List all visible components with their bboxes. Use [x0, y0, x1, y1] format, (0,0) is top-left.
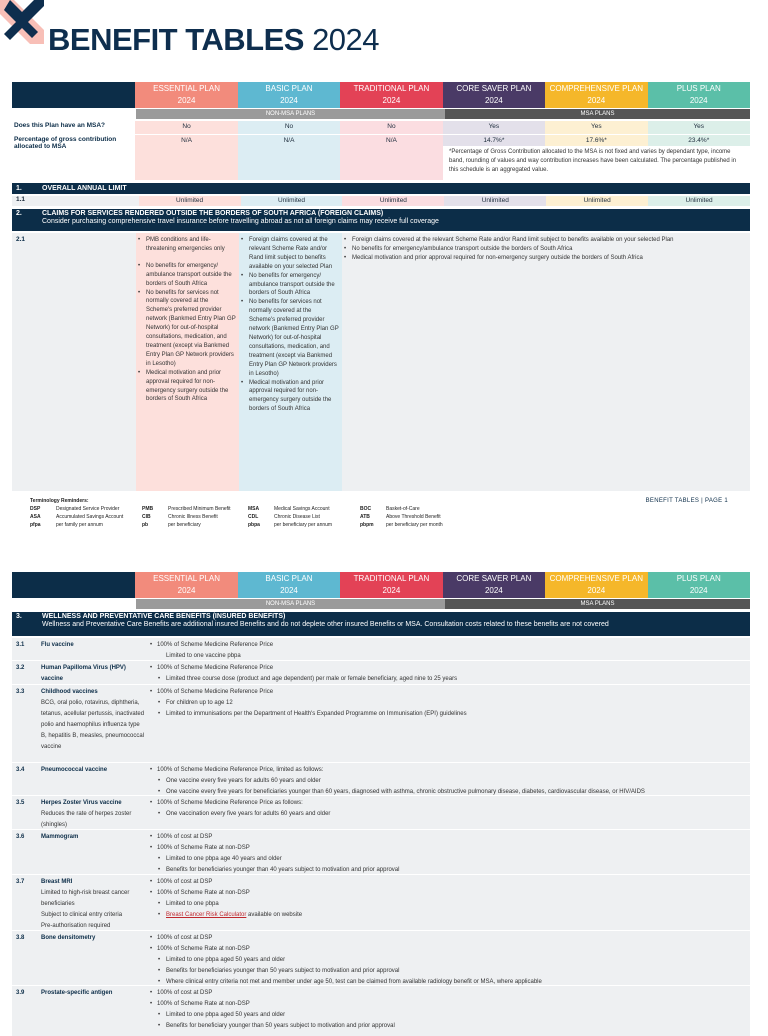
benefit-number: 3.5	[16, 800, 25, 806]
benefit-label	[41, 663, 145, 685]
benefit-number: 3.9	[16, 990, 25, 996]
brand-logo-icon	[0, 0, 44, 44]
benefit-details	[148, 933, 542, 988]
plan-header-row-page-2	[12, 572, 750, 598]
benefit-title: Childhood vaccines	[41, 689, 98, 695]
plan-header-core-saver: CORE SAVER PLAN 2024	[443, 572, 545, 598]
list-item: • Foreign claims covered at the relevant Scheme Rate and/or Rand limit subject to benefits available on your selected Plan	[241, 236, 339, 272]
benefit-description: Pre-authorisation required	[41, 923, 111, 929]
benefit-detail-item: • 100% of Scheme Rate at non-DSP	[148, 888, 302, 899]
benefit-label	[41, 988, 145, 999]
non-msa-group-label: NON-MSA PLANS	[136, 109, 445, 119]
benefit-details	[148, 687, 467, 720]
benefit-label	[41, 877, 145, 932]
benefit-number: 3.6	[16, 834, 25, 840]
row-number: 1.1	[16, 196, 26, 203]
list-item: • Medical motivation and prior approval required for non-emergency surgery outside the borders of South Africa	[344, 254, 744, 263]
benefit-row	[12, 930, 750, 986]
benefit-details	[148, 877, 302, 921]
msa-group-label: MSA PLANS	[445, 599, 750, 609]
cell-value: 14.7%*	[443, 135, 545, 146]
benefit-label	[41, 798, 145, 831]
benefit-detail-item: • Limited to immunisations per the Department of Health's Expanded Programme on Immunisation (EPI) guidelines	[148, 709, 467, 720]
list-item: • Medical motivation and prior approval required for non-emergency surgery outside the borders of South Africa	[241, 379, 339, 415]
benefit-description: Reduces the rate of herpes zoster (shingles)	[41, 811, 132, 828]
benefit-detail-item: • 100% of cost at DSP	[148, 877, 302, 888]
list-item: • Foreign claims covered at the relevant Scheme Rate and/or Rand limit subject to benefits available on your selected Plan	[344, 236, 744, 245]
msa-percentage-note: *Percentage of Gross Contribution allocated to the MSA is not fixed and varies by dependant type, income band, rounding of values and way contribution increases have been calculated. The percentage published in this schedule is an aggregated value.	[449, 149, 737, 173]
benefit-detail-item: • Limited to one pbpa age 40 years and older	[148, 854, 399, 865]
plan-header-plus: PLUS PLAN 2024	[648, 572, 750, 598]
benefit-detail-item: • 100% of Scheme Rate at non-DSP	[148, 999, 395, 1010]
terminology-group-4: BOC Basket-of-Care ATB Above Threshold Benefit pbpm per beneficiary per month	[360, 506, 443, 528]
benefit-detail-item: • 100% of cost at DSP	[148, 933, 542, 944]
benefit-title: Flu vaccine	[41, 642, 74, 648]
cell-value: Unlimited	[342, 196, 444, 206]
benefit-detail-item: • Limited to one pbpa aged 50 years and older	[148, 1010, 395, 1021]
benefit-detail-item: • 100% of Scheme Medicine Reference Price, limited as follows:	[148, 765, 645, 776]
benefit-detail-item: • 100% of Scheme Rate at non-DSP	[148, 944, 542, 955]
benefit-description: Limited to high-risk breast cancer beneficiaries	[41, 890, 130, 907]
benefit-description: Subject to clinical entry criteria	[41, 912, 123, 918]
benefit-detail-item: • Breast Cancer Risk Calculator available on website	[148, 910, 302, 921]
benefit-title: Prostate-specific antigen	[41, 990, 113, 996]
list-item: • No benefits for emergency/ ambulance transport outside the borders of South Africa	[138, 262, 236, 289]
benefit-title: Pneumococcal vaccine	[41, 767, 108, 773]
benefit-description: BCG, oral polio, rotavirus, diphtheria, tetanus, acellular pertussis, inactivated polio and haemophilus influenza type B, hepatitis B, measles, pneumococcal vaccine	[41, 700, 145, 750]
plan-header-traditional: TRADITIONAL PLAN 2024	[340, 572, 442, 598]
plan-header-core-saver: CORE SAVER PLAN 2024	[443, 82, 545, 108]
plan-header-basic: BASIC PLAN 2024	[238, 82, 340, 108]
benefit-label	[41, 765, 145, 776]
plan-header-comprehensive: COMPREHENSIVE PLAN 2024	[545, 572, 647, 598]
terminology-title: Terminology Reminders:	[30, 498, 89, 504]
msa-group-label: MSA PLANS	[445, 109, 750, 119]
cell-value: Unlimited	[139, 196, 241, 206]
benefit-details	[148, 798, 330, 820]
overall-limit-row	[12, 196, 750, 206]
benefit-detail-item: • 100% of Scheme Rate at non-DSP	[148, 843, 399, 854]
benefit-detail-item: • Limited three course dose (product and age dependent) per male or female beneficiary, aged nine to 25 years	[148, 674, 457, 685]
list-item: • No benefits for services not normally covered at the Scheme's preferred provider network (Bankmed Entry Plan GP Network) for out-of-hospital consultations, medication, and treatment (except via Bankmed Entry Plan GP Network providers in Lesotho)	[241, 298, 339, 378]
plan-header-plus: PLUS PLAN 2024	[648, 82, 750, 108]
benefit-title: Mammogram	[41, 834, 79, 840]
terminology-group-3: MSA Medical Savings Account CDL Chronic Disease List pbpa per beneficiary per annum	[248, 506, 333, 528]
benefit-row	[12, 684, 750, 763]
plan-header-basic: BASIC PLAN 2024	[238, 572, 340, 598]
section-header-foreign-claims: 2. CLAIMS FOR SERVICES RENDERED OUTSIDE THE BORDERS OF SOUTH AFRICA (FOREIGN CLAIMS) Consider purchasing comprehensive travel insurance before travelling abroad as not all foreign claims may receive full coverage	[12, 209, 750, 231]
cell-value: Unlimited	[648, 196, 750, 206]
benefit-detail-item: • Limited to one pbpa	[148, 899, 302, 910]
plan-header-row	[12, 82, 750, 108]
benefit-detail-item: • Where clinical entry criteria not met and member under age 50, test can be claimed from available radiology benefit or MSA, where applicable	[148, 977, 542, 988]
foreign-claims-other-plans-column	[342, 233, 750, 491]
benefit-number: 3.2	[16, 665, 25, 671]
plan-header-comprehensive: COMPREHENSIVE PLAN 2024	[545, 82, 647, 108]
benefit-number: 3.3	[16, 689, 25, 695]
cell-value: 23.4%*	[648, 135, 750, 146]
terminology-group-1: DSP Designated Service Provider ASA Accumulated Savings Account pfpa per family per annum	[30, 506, 124, 528]
page-title: BENEFIT TABLES 2024	[48, 22, 380, 57]
section-header-wellness: 3. WELLNESS AND PREVENTATIVE CARE BENEFITS (INSURED BENEFITS) Wellness and Preventative Care Benefits are additional insured Benefits and do not deplete other insured Benefits or MSA. Consultation costs related to these benefits are not covered	[12, 612, 750, 636]
benefit-row	[12, 660, 750, 685]
section-header-overall-limit: 1. OVERALL ANNUAL LIMIT	[12, 183, 750, 194]
plan-header-traditional: TRADITIONAL PLAN 2024	[340, 82, 442, 108]
cell-value: N/A	[135, 135, 237, 180]
cell-value: Yes	[648, 121, 750, 134]
breast-cancer-risk-calculator-link[interactable]: Breast Cancer Risk Calculator	[166, 912, 247, 918]
list-item: • Medical motivation and prior approval required for non-emergency surgery outside the borders of South Africa	[138, 369, 236, 405]
cell-value: 17.6%*	[545, 135, 647, 146]
benefit-detail-item: • Benefits for beneficiary younger than 50 years subject to motivation and prior approval	[148, 1021, 395, 1032]
cell-value: No	[340, 121, 442, 134]
cell-value: Unlimited	[444, 196, 546, 206]
benefit-row	[12, 829, 750, 875]
cell-value: Yes	[545, 121, 647, 134]
plan-header-essential: ESSENTIAL PLAN 2024	[135, 82, 237, 108]
benefit-row	[12, 874, 750, 931]
benefit-detail-item: • 100% of cost at DSP	[148, 988, 395, 999]
non-msa-group-label: NON-MSA PLANS	[136, 599, 445, 609]
benefit-title: Bone densitometry	[41, 935, 96, 941]
benefit-label	[41, 933, 145, 944]
benefit-detail-item: • For children up to age 12	[148, 698, 467, 709]
benefit-details	[148, 640, 273, 662]
benefit-title: Breast MRI	[41, 879, 73, 885]
benefit-details	[148, 832, 399, 876]
cell-value: No	[135, 121, 237, 134]
benefit-number: 3.4	[16, 767, 25, 773]
benefit-label	[41, 640, 145, 651]
benefit-detail-item: • 100% of Scheme Medicine Reference Price	[148, 687, 467, 698]
benefit-detail-item: • One vaccine every five years for beneficiaries younger than 60 years, diagnosed with asthma, chronic obstructive pulmonary disease, diabetes, cardiovascular disease, or HIV/AIDS	[148, 787, 645, 798]
benefit-detail-item: • 100% of Scheme Medicine Reference Price	[148, 640, 273, 651]
benefit-title: Human Papilloma Virus (HPV) vaccine	[41, 665, 126, 682]
foreign-claims-basic-list	[241, 236, 339, 414]
benefit-detail-item: • Benefits for beneficiaries younger than 40 years subject to motivation and prior approval	[148, 865, 399, 876]
row-label: Percentage of gross contribution allocated to MSA	[14, 136, 117, 150]
benefit-detail-item: • One vaccine every five years for adults 60 years and older	[148, 776, 645, 787]
benefit-row	[12, 637, 750, 661]
benefit-detail-item: Limited to one vaccine pbpa	[166, 653, 241, 659]
benefit-number: 3.1	[16, 642, 25, 648]
benefit-detail-item: • 100% of cost at DSP	[148, 832, 399, 843]
foreign-claims-other-list	[344, 236, 744, 263]
list-item: • PMB conditions and life-threatening emergencies only	[138, 236, 236, 254]
list-item: • No benefits for emergency/ambulance transport outside the borders of South Africa	[344, 245, 744, 254]
benefit-details	[148, 663, 457, 685]
benefit-label	[41, 832, 145, 843]
cell-value: Unlimited	[546, 196, 648, 206]
plan-group-row	[12, 109, 750, 119]
msa-question-row	[12, 121, 750, 134]
benefit-label	[41, 687, 145, 753]
benefit-detail-item: • Limited to one pbpa aged 50 years and older	[148, 955, 542, 966]
benefit-row	[12, 795, 750, 830]
list-item: • No benefits for services not normally covered at the Scheme's preferred provider network (Bankmed Entry Plan GP Network) for out-of-hospital consultations, medication, and treatment (except via Bankmed Entry Plan GP Network providers in Lesotho)	[138, 289, 236, 369]
benefit-details	[148, 765, 645, 798]
foreign-claims-essential-list	[138, 236, 236, 404]
benefit-detail-item: • 100% of Scheme Medicine Reference Price as follows:	[148, 798, 330, 809]
cell-value: N/A	[340, 135, 442, 180]
benefit-title: Herpes Zoster Virus vaccine	[41, 800, 122, 806]
plan-group-row-page-2	[12, 599, 750, 609]
benefit-number: 3.7	[16, 879, 25, 885]
terminology-group-2: PMB Prescribed Minimum Benefit CIB Chronic Illness Benefit pb per beneficiary	[142, 506, 231, 528]
cell-value: N/A	[238, 135, 340, 180]
benefit-row	[12, 985, 750, 1036]
cell-value: No	[238, 121, 340, 134]
cell-value: Unlimited	[241, 196, 343, 206]
benefit-details	[148, 988, 395, 1032]
benefit-number: 3.8	[16, 935, 25, 941]
plan-header-essential: ESSENTIAL PLAN 2024	[135, 572, 237, 598]
row-label: Does this Plan have an MSA?	[14, 122, 106, 129]
benefit-detail-item: • Benefits for beneficiaries younger than 50 years subject to motivation and prior approval	[148, 966, 542, 977]
benefit-detail-item: • 100% of Scheme Medicine Reference Price	[148, 663, 457, 674]
list-item: • No benefits for emergency/ ambulance transport outside the borders of South Africa	[241, 272, 339, 299]
page-number-label: BENEFIT TABLES | PAGE 1	[645, 498, 728, 504]
benefit-detail-item: • One vaccination every five years for adults 60 years and older	[148, 809, 330, 820]
benefit-row	[12, 762, 750, 796]
cell-value: Yes	[443, 121, 545, 134]
foreign-claims-label-column: 2.1	[12, 233, 136, 491]
